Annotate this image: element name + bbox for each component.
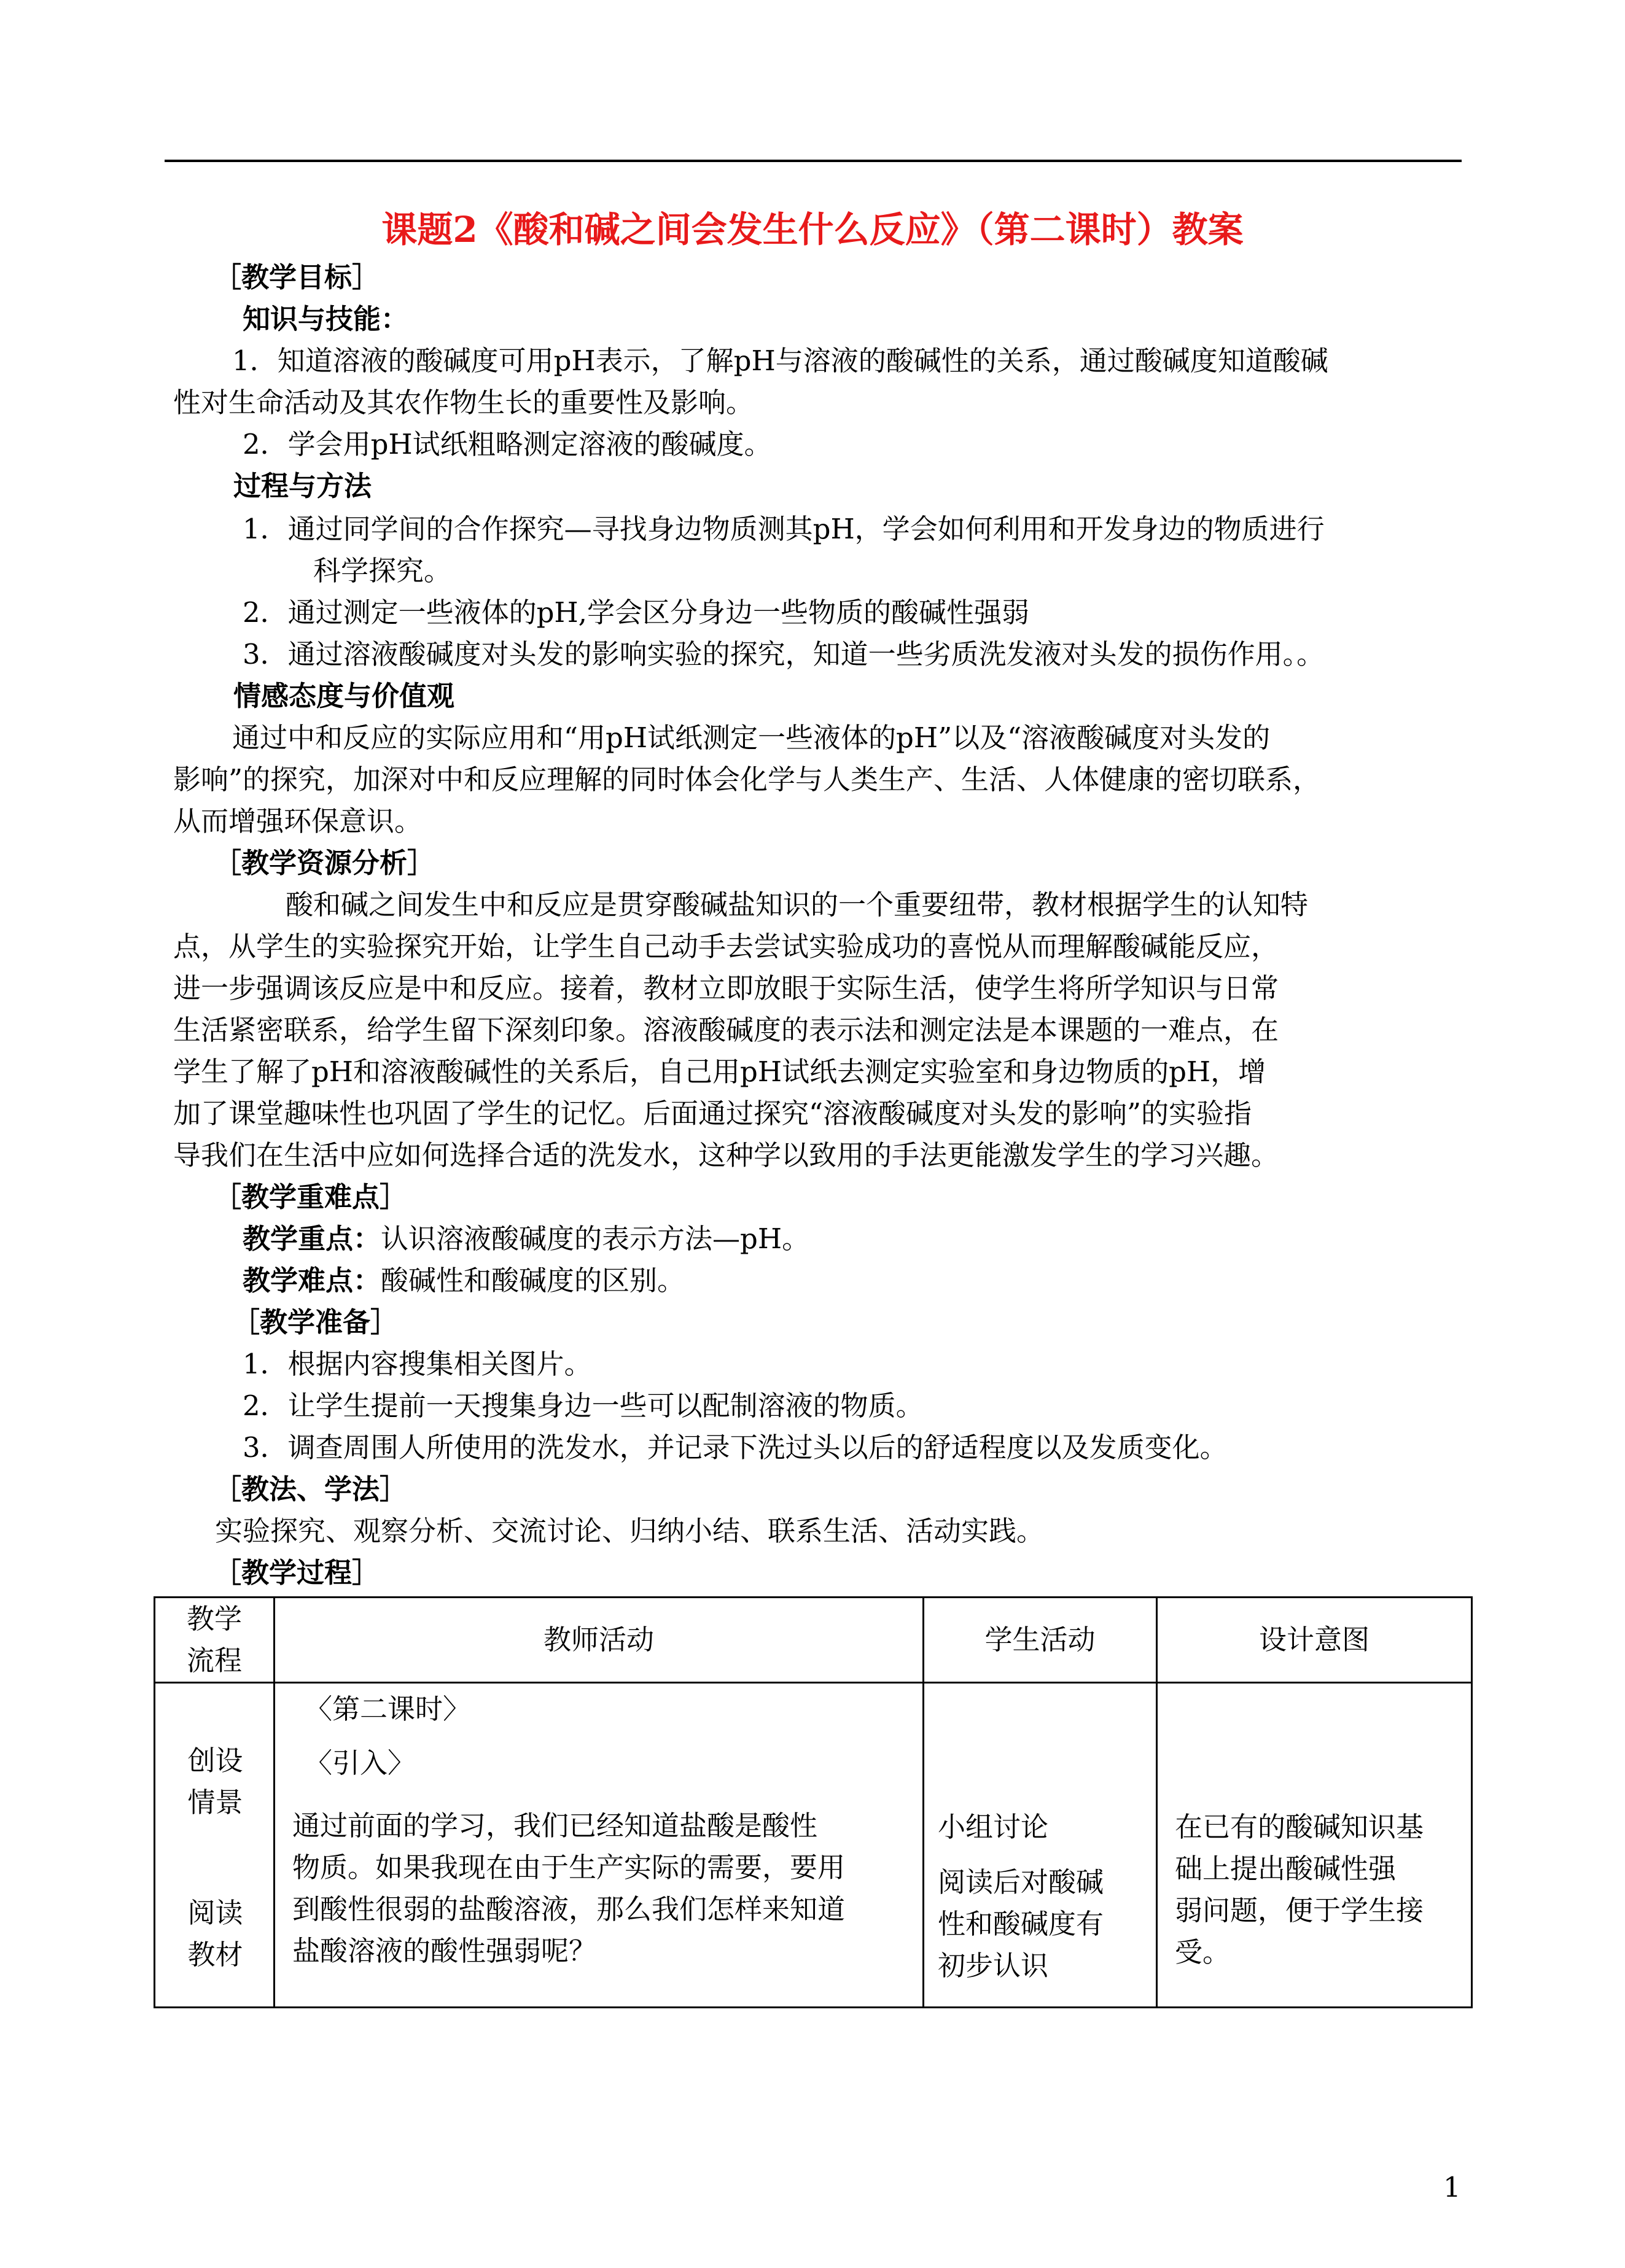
table-header-row [155,1598,1472,1683]
flow-read-textbook [155,1892,275,1976]
knowledge-heading: 知识与技能： [243,303,409,335]
header-student: 学生活动 [924,1598,1157,1683]
process-heading: ［教学过程］ [214,1556,380,1589]
focus-text: 认识溶液酸碱度的表示方法—pH。 [381,1222,810,1255]
keypoint-focus [243,1218,809,1260]
difficulty-text: 酸碱性和酸碱度的区别。 [381,1264,685,1297]
header-intent: 设计意图 [1157,1598,1472,1683]
header-rule [165,160,1462,162]
process-item-1-line2: 科学探究。 [313,554,452,587]
knowledge-item-1-line1: 1．知道溶液的酸碱度可用pH表示，了解pH与溶液的酸碱性的关系，通过酸碱度知道酸碱 [232,344,1328,377]
student-line4: 初步认识 [938,1949,1049,1982]
preparation-heading: ［教学准备］ [232,1306,399,1338]
design-intent-text [1175,1806,1424,1973]
header-flow [155,1598,275,1683]
document-title: 课题2《酸和碱之间会发生什么反应》（第二课时）教案 [381,209,1244,250]
flow-a-line2: 情景 [187,1786,243,1819]
resources-line6: 加了课堂趣味性也巩固了学生的记忆。后面通过探究“溶液酸碱度对头发的影响”的实验指 [173,1097,1252,1130]
student-reading [938,1862,1104,1987]
knowledge-item-1-line2: 性对生命活动及其农作物生长的重要性及影响。 [173,386,754,419]
preparation-item-3: 3．调查周围人所使用的洗发水，并记录下洗过头以后的舒适程度以及发质变化。 [243,1431,1228,1464]
preparation-item-1: 1．根据内容搜集相关图片。 [243,1348,592,1380]
knowledge-item-2: 2．学会用pH试纸粗略测定溶液的酸碱度。 [243,428,772,460]
resources-heading: ［教学资源分析］ [214,847,435,879]
process-method-heading: 过程与方法 [233,470,372,502]
flow-b-line2: 教材 [187,1938,243,1971]
process-item-1-line1: 1．通过同学间的合作探究—寻找身边物质测其pH，学会如何利用和开发身边的物质进行 [243,513,1325,545]
process-item-2: 2．通过测定一些液体的pH,学会区分身边一些物质的酸碱性强弱 [243,596,1029,629]
teacher-line2: 物质。如果我现在由于生产实际的需要，要用 [292,1851,846,1884]
attitude-line2: 影响”的探究，加深对中和反应理解的同时体会化学与人类生产、生活、人体健康的密切联系， [173,763,1321,796]
teacher-intro: 〈引入〉 [305,1747,416,1779]
process-item-3: 3．通过溶液酸碱度对头发的影响实验的探究，知道一些劣质洗发液对头发的损伤作用。。 [243,638,1325,670]
header-flow-line1: 教学 [186,1602,242,1635]
teacher-line1: 通过前面的学习，我们已经知道盐酸是酸性 [292,1809,818,1842]
methods-text: 实验探究、观察分析、交流讨论、归纳小结、联系生活、活动实践。 [215,1515,1045,1547]
flow-cell [155,1683,275,2008]
page-number: 1 [1443,2171,1461,2204]
flow-a-line1: 创设 [187,1744,243,1777]
student-discussion: 小组讨论 [938,1811,1049,1843]
intent-line1: 在已有的酸碱知识基 [1175,1811,1424,1843]
teacher-session: 〈第二课时〉 [305,1693,471,1725]
preparation-item-2: 2．让学生提前一天搜集身边一些可以配制溶液的物质。 [243,1389,924,1422]
intent-line4: 受。 [1175,1936,1231,1968]
resources-line7: 导我们在生活中应如何选择合适的洗发水，这种学以致用的手法更能激发学生的学习兴趣。 [173,1139,1279,1171]
keypoints-heading: ［教学重难点］ [214,1181,408,1213]
header-teacher: 教师活动 [275,1598,924,1683]
resources-line1: 酸和碱之间发生中和反应是贯穿酸碱盐知识的一个重要纽带，教材根据学生的认知特 [286,888,1309,921]
attitude-line3: 从而增强环保意识。 [173,805,423,837]
attitude-heading: 情感态度与价值观 [233,680,455,712]
intent-line3: 弱问题，便于学生接 [1175,1894,1424,1927]
student-line3: 性和酸碱度有 [938,1908,1104,1940]
header-flow-line2: 流程 [186,1644,242,1677]
teaching-process-table [154,1596,1473,2008]
student-line2: 阅读后对酸碱 [938,1866,1104,1898]
difficulty-label: 教学难点： [243,1264,381,1297]
teacher-text [292,1805,845,1972]
student-activity-cell [924,1683,1157,2008]
keypoint-difficulty [243,1260,685,1302]
design-intent-cell [1157,1683,1472,2008]
teacher-activity-cell [275,1683,924,2008]
objectives-heading: ［教学目标］ [214,261,380,293]
table-row [155,1683,1472,2008]
resources-line3: 进一步强调该反应是中和反应。接着，教材立即放眼于实际生活，使学生将所学知识与日常 [173,972,1279,1004]
attitude-line1: 通过中和反应的实际应用和“用pH试纸测定一些液体的pH”以及“溶液酸碱度对头发的 [232,721,1271,754]
flow-b-line1: 阅读 [187,1897,243,1929]
methods-heading: ［教法、学法］ [214,1473,408,1505]
teacher-line4: 盐酸溶液的酸性强弱呢？ [292,1935,597,1967]
flow-create-scene [155,1740,275,1823]
resources-line4: 生活紧密联系，给学生留下深刻印象。溶液酸碱度的表示法和测定法是本课题的一难点，在 [173,1014,1279,1046]
resources-line2: 点，从学生的实验探究开始，让学生自己动手去尝试实验成功的喜悦从而理解酸碱能反应， [173,930,1279,963]
intent-line2: 础上提出酸碱性强 [1175,1852,1397,1885]
teacher-line3: 到酸性很弱的盐酸溶液，那么我们怎样来知道 [292,1893,846,1925]
resources-line5: 学生了解了pH和溶液酸碱性的关系后，自己用pH试纸去测定实验室和身边物质的pH，增 [173,1055,1266,1088]
focus-label: 教学重点： [243,1222,381,1255]
